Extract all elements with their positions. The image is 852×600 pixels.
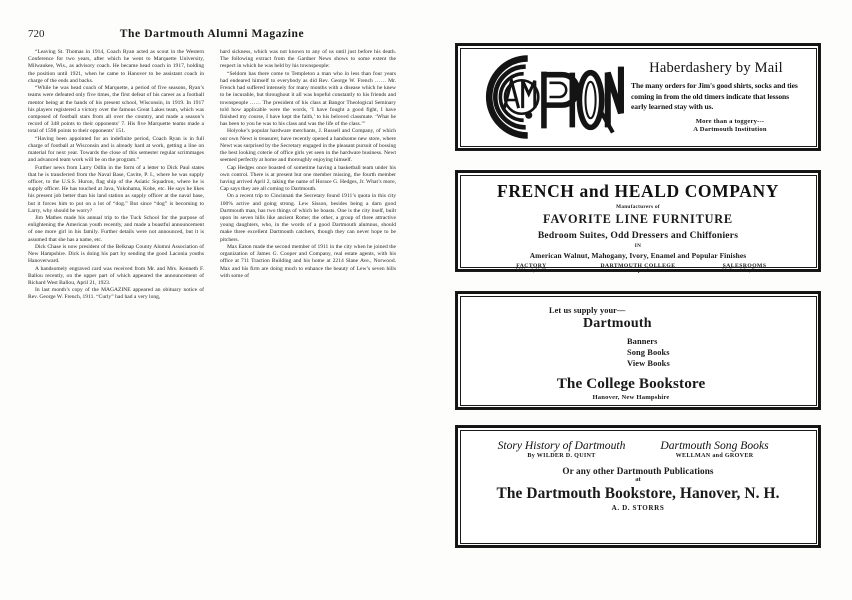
- paragraph: Dick Chase is now president of the Belknap County Alumni Association of New Hampshire. Dick is doing his part by sending the good Laconia youths Hanoverward.: [28, 243, 204, 265]
- paragraph: Cap Hedges once boasted of sometime having a basketball team under his own control. There is at present but one member missing, the fourth member having arrived April 2, taking the name of Horace G. Hedges, Jr. What’s more, Cap says they are all coming to Dartmouth.: [220, 164, 396, 193]
- paragraph: Jim Mathes made his annual trip to the Tuck School for the purpose of enlightening the American youth recently, and made a boastful announcement of one more girl in his family. Further details were not announced, but it is assumed that she has a name, etc.: [28, 215, 204, 243]
- dartmouth-bookstore-proprietor: A. D. STORRS: [611, 504, 665, 513]
- french-heald-finishes: American Walnut, Mahogany, Ivory, Enamel and Popular Finishes: [529, 251, 747, 260]
- paragraph: “Having been appointed for an indefinite period, Coach Ryan is in full charge of football at Wisconsin and is already hard at work, getting a line on material for next year. Towards the close of this semester regular scrimmages and advanced team work will be on the program.”: [28, 135, 204, 164]
- advertisement-french-heald[interactable]: [455, 170, 821, 272]
- dartmouth-bookstore-books: [471, 439, 805, 459]
- paragraph: On a recent trip to Cincinnati the Secretary found 1911’s quota in this city 100% active and going strong. Lew Sisson, besides being a darn good Dartmouth man, has two things of which he boasts. One is the city itself, built upon its seven hills like ancient Rome; the other, a group of three attractive young daughters, who, in the words of a good Dartmouth alumnus, should make three excellent Dartmouth catchers, though they can never hope to be pitchers.: [220, 193, 396, 243]
- campion-copy: [625, 59, 805, 134]
- french-heald-salesrooms: [692, 263, 797, 274]
- column-one: [28, 49, 204, 561]
- factory-location: Milford, N. H.: [515, 269, 548, 274]
- text-columns: [28, 49, 396, 561]
- advertisement-campion[interactable]: [455, 43, 821, 151]
- running-head: [28, 28, 396, 40]
- book-author: WELLMAN and GROVER: [675, 453, 754, 460]
- advertisement-college-bookstore[interactable]: [455, 291, 821, 410]
- bookstore-town: Hanover, New Hampshire: [592, 394, 670, 401]
- campion-headline: Haberdashery by Mail: [649, 60, 783, 77]
- page-folio: 720: [28, 28, 45, 40]
- paragraph: Holyoke’s popular hardware merchants, J. Russell and Company, of which our own Newt is treasurer, have recently opened a handsome new store, where Newt was surprised by the Secretary engaged in the pleasant pursuit of bossing the best looking coterie of office girls yet seen in the hardware business. Newt seemed perfectly at home and thoroughly enjoying himself.: [220, 128, 396, 164]
- french-heald-in-label: IN: [634, 243, 642, 249]
- book-title: Story History of Dartmouth: [497, 439, 626, 452]
- salesrooms-location: 90 Canal St., Boston: [721, 269, 768, 274]
- right-page: [426, 0, 852, 600]
- french-heald-product-line: FAVORITE LINE FURNITURE: [543, 212, 733, 226]
- running-head-title: The Dartmouth Alumni Magazine: [119, 28, 305, 40]
- endorsement-label: DARTMOUTH COLLEGE: [600, 263, 676, 269]
- french-heald-factory: [479, 263, 584, 274]
- paragraph: Further news from Larry Odlin in the form of a letter to Dick Paul states that he is transferred from the Naval Base, Cavite, P. I., where he was supply officer, to the U.S.S. Huron, flag ship of the Asiatic Squadron, where he is supply officer. He has touched at Java, Yokohama, Kobe, etc. He says he likes his present job better than his land station as supply officer at the naval base, but it forces him to put on a lot of “dog.” But since “dog” is becoming to Larry, why should be worry?: [28, 164, 204, 214]
- bookstore-item: Banners: [627, 337, 658, 346]
- bookstore-item: Song Books: [627, 348, 670, 357]
- dartmouth-bookstore-at-label: at: [635, 476, 641, 484]
- column-two: [220, 49, 396, 561]
- campion-logo-icon: [473, 51, 625, 143]
- paragraph: In last month’s copy of the MAGAZINE appeared an obituary notice of Rev. George W. French, 1911. “Curly” had had a very long,: [28, 287, 204, 301]
- french-heald-manufacturers-label: Manufacturers of: [616, 204, 660, 210]
- paragraph: A handsomely engraved card was received from Mr. and Mrs. Kenneth F. Ballou recently, on the upper part of which appeared the announcement of Richard West Ballou, April 21, 1923.: [28, 265, 204, 286]
- bookstore-supply-line: Let us supply your—: [549, 306, 626, 315]
- bookstore-item: View Books: [627, 359, 670, 368]
- campion-tagline: [631, 118, 801, 135]
- french-heald-products: Bedroom Suites, Odd Dressers and Chiffoniers: [537, 230, 739, 241]
- french-heald-footer: [471, 263, 805, 274]
- french-heald-company-name: FRENCH and HEALD COMPANY: [497, 181, 779, 201]
- campion-tagline-line1: More than a toggery---: [695, 117, 765, 125]
- book-entry: [491, 439, 632, 459]
- paragraph: “While he was head coach of Marquette, a period of five seasons, Ryan’s teams were defeated only five times, the first defeat of his career as a football mentor being at the hands of his present school, Wisconsin, in 1919. In 1917 his players registered a victory over the famous Great Lakes team, which was composed of football stars from all over the country, and made a season’s record of 348 points to their opponents’ 7. His five Marquette teams made a total of 1598 points to their opponents’ 151.: [28, 85, 204, 135]
- book-entry: [644, 439, 785, 459]
- bookstore-name: The College Bookstore: [556, 375, 706, 392]
- salesrooms-label: SALESROOMS: [722, 263, 767, 269]
- book-author: By WILDER D. QUINT: [527, 453, 596, 460]
- paragraph: Max Eaton made the second member of 1911 in the city when he joined the organization of James G. Cooper and Company, real estate agents, with his office at 711 Traction Building and his home at 2214 Slane Ave., Norwood. Max and his firm are doing much to enhance the beauty of Lew’s seven hills with some of: [220, 243, 396, 279]
- factory-label: FACTORY: [516, 263, 547, 269]
- campion-body-text: The many orders for Jim's good shirts, socks and ties coming in from the old timers indicate that lessons early learned stay with us.: [631, 81, 798, 112]
- paragraph: “Leaving St. Thomas in 1914, Coach Ryan acted as scout in the Western Conference for two years, after which he went to Marquette University, Milwaukee, Wis., as advisory coach. He became head coach in 1917, holding the position until 1921, when he came to Hanover to be assistant coach in charge of the ends and backs.: [28, 49, 204, 84]
- bookstore-dartmouth-word: Dartmouth: [583, 316, 652, 331]
- endorsement-text: uses our products: [618, 269, 658, 274]
- dartmouth-bookstore-other-publications: Or any other Dartmouth Publications: [562, 466, 714, 477]
- paragraph: “Seldom has there come to Templeton a man who in less than four years had endeared himself to everybody as did Rev. George W. French …… Mr. French had suffered intensely for many months with a disease which he knew to be incurable, but throughout it all was hopeful constantly to his friends and townspeople …… The president of his class at Bangor Theological Seminary told how applicable were the words, ‘I have fought a good fight, I have finished my course, I have kept the faith,’ to his beloved classmate. ‘What he has been to you he was to his class and was the life of the class.’”: [220, 70, 396, 128]
- left-page-content: [28, 28, 396, 573]
- advertisement-dartmouth-bookstore[interactable]: [455, 425, 821, 548]
- french-heald-endorsement: [586, 263, 691, 274]
- dartmouth-bookstore-name: The Dartmouth Bookstore, Hanover, N. H.: [496, 485, 780, 503]
- book-title: Dartmouth Song Books: [660, 439, 769, 452]
- campion-tagline-line2: A Dartmouth Institution: [693, 126, 767, 134]
- paragraph: hard sickness, which was not known to any of us until just before his death. The following extract from the Gardner News shows to some extent the respect in which he was held by his townspeople:: [220, 49, 396, 70]
